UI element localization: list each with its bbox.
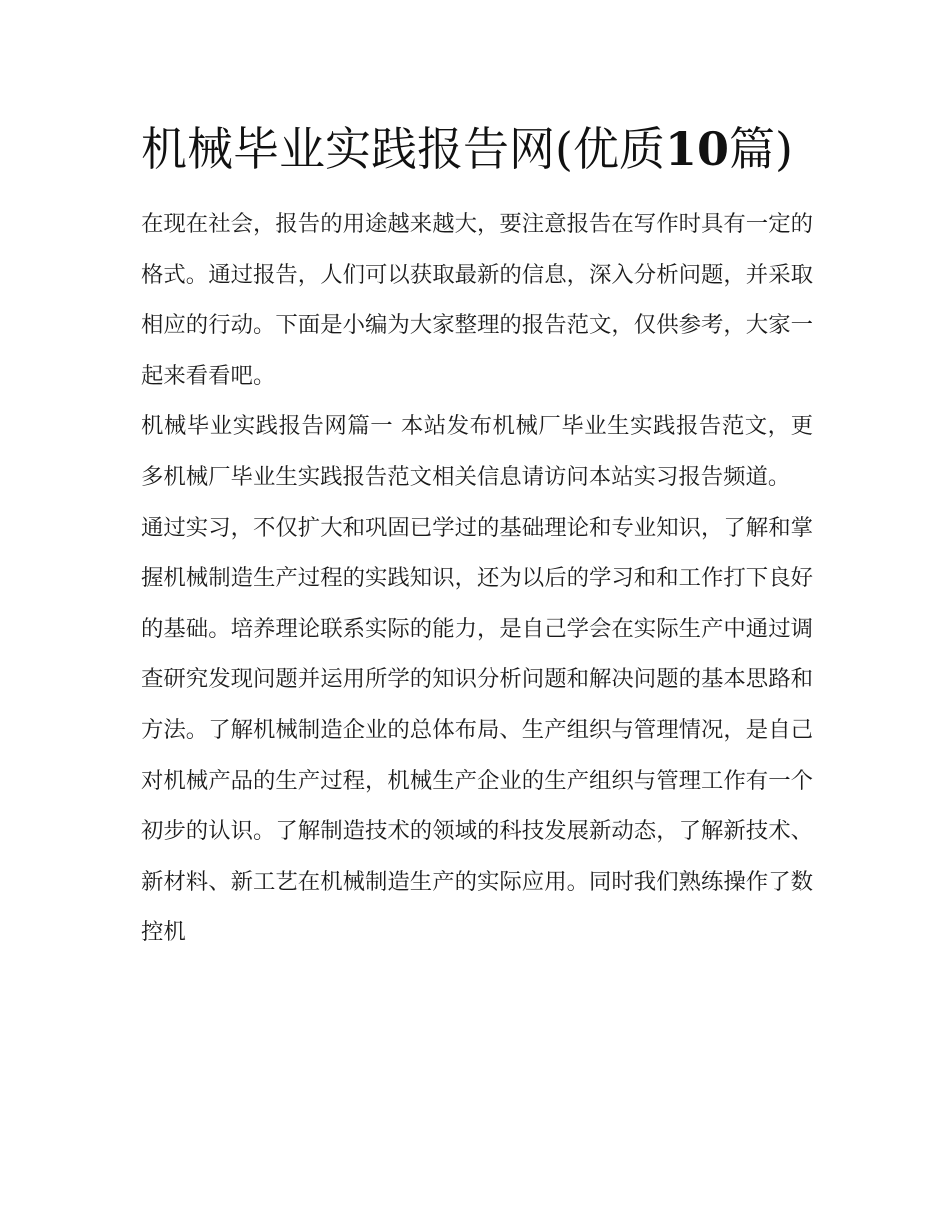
document-title [141, 112, 813, 186]
title-number: 10 [664, 122, 729, 176]
paragraph-article-one: 机械毕业实践报告网篇一 本站发布机械厂毕业生实践报告范文，更多机械厂毕业生实践报告范文相关信息请访问本站实习报告频道。 [141, 413, 813, 490]
paragraph-intro: 在现在社会，报告的用途越来越大，要注意报告在写作时具有一定的格式。通过报告，人们可以获取最新的信息，深入分析问题，并采取相应的行动。下面是小编为大家整理的报告范文，仅供参考，大家一起来看看吧。 [141, 211, 813, 389]
document-body [141, 199, 813, 958]
title-prefix: 机械毕业实践报告网(优质 [141, 122, 665, 176]
paragraph-internship: 通过实习，不仅扩大和巩固已学过的基础理论和专业知识，了解和掌握机械制造生产过程的实践知识，还为以后的学习和和工作打下良好的基础。培养理论联系实际的能力，是自己学会在实际生产中通过调查研究发现问题并运用所学的知识分析问题和解决问题的基本思路和方法。了解机械制造企业的总体布局、生产组织与管理情况，是自己对机械产品的生产过程，机械生产企业的生产组织与管理工作有一个初步的认识。了解制造技术的领域的科技发展新动态，了解新技术、新材料、新工艺在机械制造生产的实际应用。同时我们熟练操作了数控机 [141, 514, 813, 946]
title-suffix: 篇) [728, 122, 793, 176]
document-content [141, 112, 813, 958]
